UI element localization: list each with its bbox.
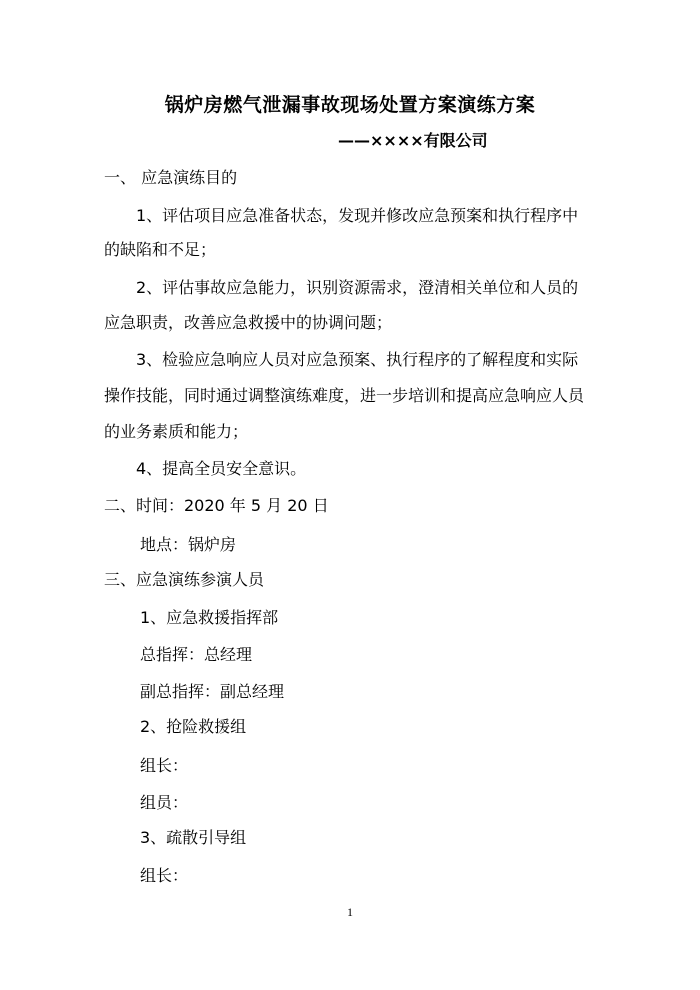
group2-leader: 组长：: [140, 756, 189, 775]
item1-line2: 的缺陷和不足；: [104, 240, 217, 259]
group2-members: 组员：: [140, 793, 189, 812]
item3-line2: 操作技能，同时通过调整演练难度，进一步培训和提高应急响应人员: [104, 386, 585, 405]
section2-heading: 二、时间：2020 年 5 月 20 日: [104, 496, 329, 515]
group3-leader: 组长：: [140, 866, 189, 885]
location: 地点：锅炉房: [140, 535, 237, 554]
item2-line2: 应急职责，改善应急救援中的协调问题；: [104, 313, 393, 332]
item4: 4、提高全员安全意识。: [136, 459, 307, 478]
item3-line3: 的业务素质和能力；: [104, 422, 249, 441]
document-title: 锅炉房燃气泄漏事故现场处置方案演练方案: [164, 94, 536, 116]
group3-heading: 3、疏散引导组: [140, 828, 247, 847]
group1-heading: 1、应急救援指挥部: [140, 608, 279, 627]
item2-line1: 2、评估事故应急能力，识别资源需求，澄清相关单位和人员的: [136, 278, 579, 297]
page-number: 1: [347, 905, 353, 919]
group2-heading: 2、抢险救援组: [140, 717, 247, 736]
section1-heading: 一、 应急演练目的: [104, 168, 238, 187]
deputy-commander: 副总指挥：副总经理: [140, 682, 285, 701]
commander: 总指挥：总经理: [140, 645, 253, 664]
item1-line1: 1、评估项目应急准备状态，发现并修改应急预案和执行程序中: [136, 206, 579, 225]
company-name: ——××××有限公司: [338, 131, 488, 150]
item3-line1: 3、检验应急响应人员对应急预案、执行程序的了解程度和实际: [136, 350, 579, 369]
section3-heading: 三、应急演练参演人员: [104, 570, 265, 589]
